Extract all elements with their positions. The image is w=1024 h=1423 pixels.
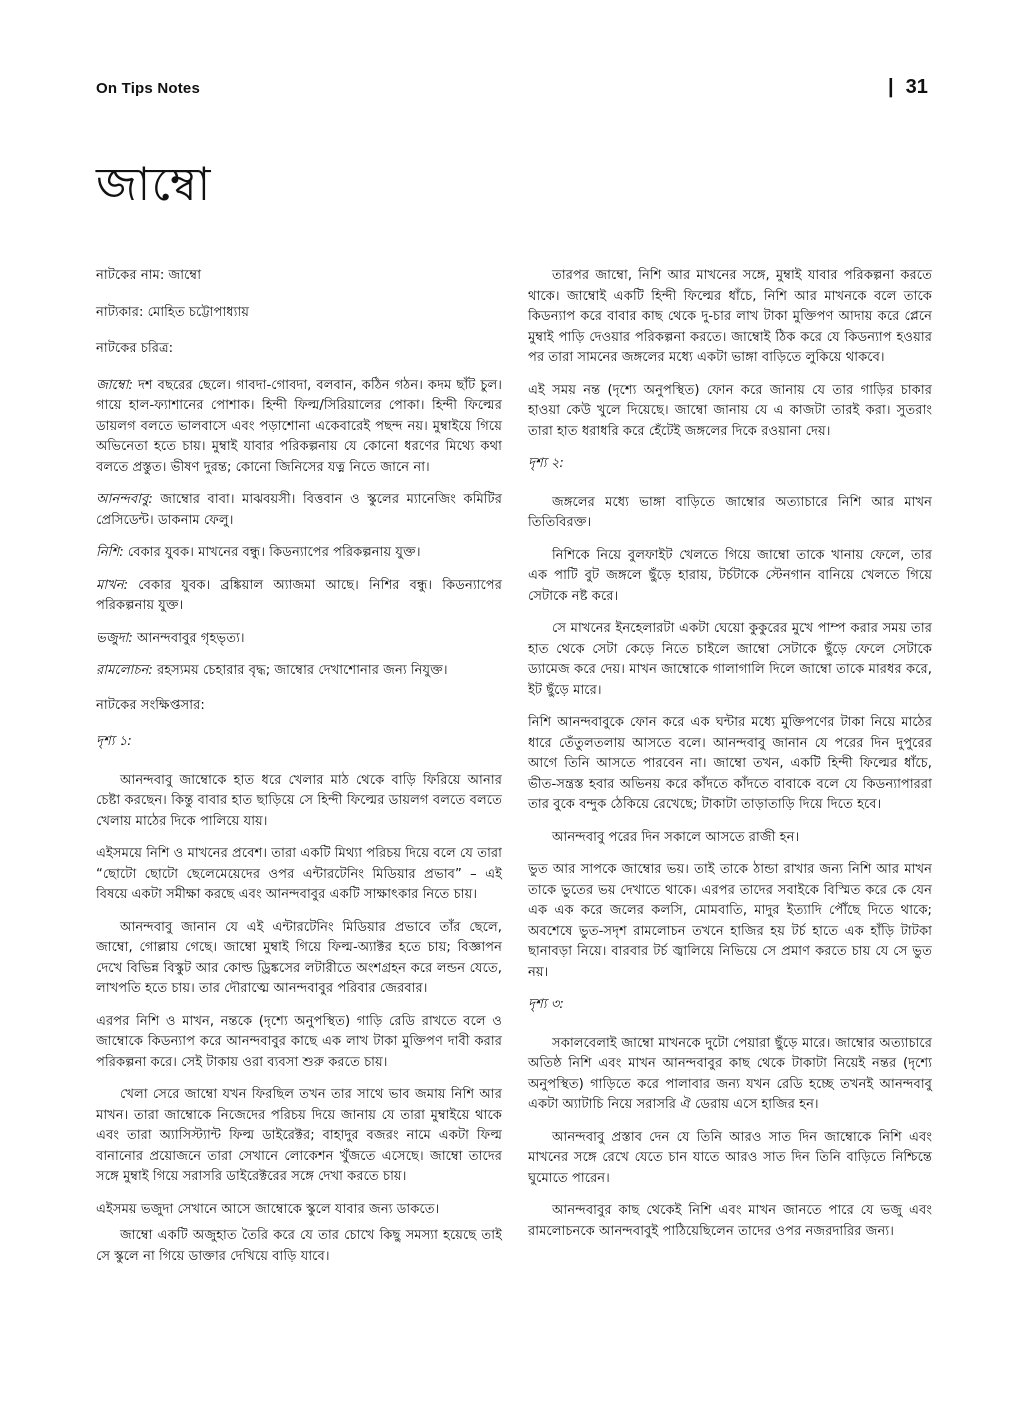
play-name: নাটকের নাম: জাম্বো <box>96 268 202 283</box>
page-title: জাম্বো <box>96 157 212 211</box>
character-name: আনন্দবাবু: <box>96 492 153 507</box>
paragraph: আনন্দবাবুর কাছ থেকেই নিশি এবং মাখন জানতে পারে যে ভজু এবং রামলোচনকে আনন্দবাবুই পাঠিয়েছিলেন তাদের ওপর নজরদারির জন্য। <box>528 1203 932 1239</box>
summary-heading: নাটকের সংক্ষিপ্তসার: <box>96 697 205 713</box>
paragraph: নিশিকে নিয়ে বুলফাইট খেলতে গিয়ে জাম্বো তাকে খানায় ফেলে, তার এক পাটি বুট জঙ্গলে ছুঁড়ে হারায়, টর্চটাকে স্টেনগান বানিয়ে খেলতে গিয়ে সেটাকে নষ্ট করে। <box>528 547 932 604</box>
scene-2-heading: দৃশ্য ২: <box>528 456 564 471</box>
character-entry <box>96 629 502 650</box>
character-entry <box>96 543 502 564</box>
character-desc: জাম্বোর বাবা। মাঝবয়সী। বিত্তবান ও স্কুলের ম্যানেজিং কমিটির প্রেসিডেন্ট। ডাকনাম ফেলু। <box>96 492 502 528</box>
paragraph: তারপর জাম্বো, নিশি আর মাখনের সঙ্গে, মুম্বাই যাবার পরিকল্পনা করতে থাকে। জাম্বোই একটি হিন্দী ফিল্মের ধাঁচে, নিশি আর মাখনকে বলে তাকে কিডন্যাপ করে বাবার কাছ থেকে দু-চার লাখ টাকা মুক্তিপণ আদায় করে প্লেনে মুম্বাই পাড়ি দেওয়ার পরিকল্পনা করতে। জাম্বোই ঠিক করে যে কিডন্যাপ হওয়ার পর তারা সামনের জঙ্গলের মধ্যে একটা ভাঙ্গা বাড়িতে লুকিয়ে থাকবে। <box>528 268 932 365</box>
running-header: On Tips Notes <box>96 80 201 97</box>
left-column <box>96 266 502 1279</box>
paragraph: এইসময় ভজুদা সেখানে আসে জাম্বোকে স্কুলে যাবার জন্য ডাকতে। <box>96 1201 440 1217</box>
character-name: ভজুদা: <box>96 630 133 646</box>
character-name: জাম্বো: <box>96 377 133 393</box>
character-name: নিশি: <box>96 545 124 560</box>
characters-heading: নাটকের চরিত্র: <box>96 341 174 356</box>
character-desc: রহস্যময় চেহারার বৃদ্ধ; জাম্বোর দেখাশোনার জন্য নিযুক্ত। <box>152 663 448 678</box>
right-column <box>528 266 932 1254</box>
character-desc: বেকার যুবক। মাখনের বন্ধু। কিডন্যাপের পরিকল্পনায় যুক্ত। <box>123 545 421 560</box>
paragraph: এই সময় নন্ত (দৃশ্যে অনুপস্থিত) ফোন করে জানায় যে তার গাড়ির চাকার হাওয়া কেউ খুলে দিয়েছে। জাম্বো জানায় যে এ কাজটা তারই করা। সুতরাং তারা হাত ধরাধরি করে হেঁটেই জঙ্গলের দিকে রওয়ানা দেয়। <box>528 382 932 439</box>
character-desc: বেকার যুবক। ব্রঙ্কিয়াল অ্যাজমা আছে। নিশির বন্ধু। কিডন্যাপের পরিকল্পনায় যুক্ত। <box>96 577 502 613</box>
paragraph: এরপর নিশি ও মাখন, নন্তকে (দৃশ্যে অনুপস্থিত) গাড়ি রেডি রাখতে বলে ও জাম্বোকে কিডন্যাপ করে আনন্দবাবুর কাছে এক লাখ টাকা মুক্তিপণ দাবী করার পরিকল্পনা করে। সেই টাকায় ওরা ব্যবসা শুরু করতে চায়। <box>96 1013 502 1070</box>
character-entry <box>96 376 502 479</box>
paragraph: আনন্দবাবু জানান যে এই এন্টারটেনিং মিডিয়ার প্রভাবে তাঁর ছেলে, জাম্বো, গোল্লায় গেছে। জাম্বো মুম্বাই গিয়ে ফিল্ম-অ্যাক্টর হতে চায়; বিজ্ঞাপন দেখে বিভিন্ন বিস্কুট আর কোল্ড ড্রিঙ্কসের লটারীতে অংশগ্রহন করে লন্ডন যেতে, লাখপতি হতে চায়। তার দৌরাত্মে আনন্দবাবুর পরিবার জেরবার। <box>96 919 502 996</box>
character-desc: আনন্দবাবুর গৃহভৃত্য। <box>132 630 245 646</box>
character-entry <box>96 576 502 617</box>
character-entry <box>96 661 502 682</box>
paragraph: ভুত আর সাপকে জাম্বোর ভয়। তাই তাকে ঠান্ডা রাখার জন্য নিশি আর মাখন তাকে ভুতের ভয় দেখাতে থাকে। এরপর তাদের সবাইকে বিস্মিত করে কে যেন এক এক করে জলের কলসি, মোমবাতি, মাদুর ইত্যাদি পৌঁছে দিতে থাকে; অবশেষে ভুত-সদৃশ রামলোচন তখনে হাজির হয় টর্চ হাতে এক হাঁড়ি টাটকা ছানাবড়া নিয়ে। বারবার টর্চ জ্বালিয়ে নিভিয়ে সে প্রমাণ করতে চায় যে সে ভুত নয়। <box>528 862 932 980</box>
paragraph: খেলা সেরে জাম্বো যখন ফিরছিল তখন তার সাথে ভাব জমায় নিশি আর মাখন। তারা জাম্বোকে নিজেদের পরিচয় দিয়ে জানায় যে তারা মুম্বাইয়ে থাকে এবং তারা অ্যাসিস্ট্যান্ট ফিল্ম ডাইরেক্টর; বাহাদুর বজরং নামে একটা ফিল্ম বানানোর প্রয়োজনে তারা সেখানে লোকেশন খুঁজতে এসেছে। জাম্বো তাদের সঙ্গে মুম্বাই গিয়ে সরাসরি ডাইরেক্টরের সঙ্গে দেখা করতে চায়। <box>96 1087 502 1184</box>
playwright: নাট্যকার: মোহিত চট্টোপাধ্যায় <box>96 304 250 320</box>
paragraph: সে মাখনের ইনহেলারটা একটা ঘেয়ো কুকুরের মুখে পাম্প করার সময় তার হাত থেকে সেটা কেড়ে নিতে চাইলে জাম্বো সেটাকে ছুঁড়ে ফেলে সেটাকে ড্যামেজ করে দেয়। মাখন জাম্বোকে গালাগালি দিলে জাম্বো তাকে মারধর করে, ইট ছুঁড়ে মারে। <box>528 621 932 698</box>
character-name: রামলোচন: <box>96 663 153 678</box>
character-name: মাখন: <box>96 577 129 593</box>
paragraph: এইসময়ে নিশি ও মাখনের প্রবেশ। তারা একটি মিথ্যা পরিচয় দিয়ে বলে যে তারা “ছোটো ছোটো ছেলেমেয়েদের ওপর এন্টারটেনিং মিডিয়ার প্রভাব” – এই বিষয়ে একটা সমীক্ষা করছে এবং আনন্দবাবুর একটি সাক্ষাৎকার নিতে চায়। <box>96 846 502 902</box>
character-entry <box>96 490 502 531</box>
header-separator: | <box>888 76 894 98</box>
paragraph: জাম্বো একটি অজুহাত তৈরি করে যে তার চোখে কিছু সমস্যা হয়েছে তাই সে স্কুলে না গিয়ে ডাক্তার দেখিয়ে বাড়ি যাবে। <box>96 1228 502 1264</box>
paragraph: জঙ্গলের মধ্যে ভাঙ্গা বাড়িতে জাম্বোর অত্যাচারে নিশি আর মাখন তিতিবিরক্ত। <box>528 494 932 530</box>
page-number-block <box>888 76 928 99</box>
page-number: 31 <box>905 76 928 98</box>
scene-1-heading: দৃশ্য ১: <box>96 734 132 749</box>
scene-3-heading: দৃশ্য ৩: <box>528 997 564 1012</box>
paragraph: আনন্দবাবু প্রস্তাব দেন যে তিনি আরও সাত দিন জাম্বোকে নিশি এবং মাখনের সঙ্গে রেখে যেতে চান যাতে আরও সাত দিন তিনি বাড়িতে নিশ্চিন্তে ঘুমোতে পারেন। <box>528 1129 932 1186</box>
paragraph: সকালবেলাই জাম্বো মাখনকে দুটো পেয়ারা ছুঁড়ে মারে। জাম্বোর অত্যাচারে অতিষ্ঠ নিশি এবং মাখন আনন্দবাবুর কাছ থেকে টাকাটা নিয়েই নন্তর (দৃশ্যে অনুপস্থিত) গাড়িতে করে পালাবার জন্য যখন রেডি হচ্ছে তখনই আনন্দবাবু একটা অ্যাটাচি নিয়ে সরাসরি ঐ ডেরায় এসে হাজির হন। <box>528 1035 932 1112</box>
paragraph: আনন্দবাবু পরের দিন সকালে আসতে রাজী হন। <box>552 829 800 845</box>
paragraph: নিশি আনন্দবাবুকে ফোন করে এক ঘন্টার মধ্যে মুক্তিপণের টাকা নিয়ে মাঠের ধারে তেঁতুলতলায় আসতে বলে। আনন্দবাবু জানান যে পরের দিন দুপুরের আগে তিনি আসতে পারবেন না। জাম্বো তখন, একটি হিন্দী ফিল্মের ধাঁচে, ভীত-সন্ত্রস্ত হবার অভিনয় করে কাঁদতে কাঁদতে বাবাকে বলে যে কিডন্যাপাররা তার বুকে বন্দুক ঠেকিয়ে রেখেছে; টাকাটা তাড়াতাড়ি দিয়ে দিতে হবে। <box>528 715 932 812</box>
paragraph: আনন্দবাবু জাম্বোকে হাত ধরে খেলার মাঠ থেকে বাড়ি ফিরিয়ে আনার চেষ্টা করছেন। কিন্তু বাবার হাত ছাড়িয়ে সে হিন্দী ফিল্মের ডায়লগ বলতে বলতে খেলায় মাঠের দিকে পালিয়ে যায়। <box>96 772 502 829</box>
character-desc: দশ বছরের ছেলে। গাবদা-গোবদা, বলবান, কঠিন গঠন। কদম ছাঁট চুল। গায়ে হাল-ফ্যাশানের পোশাক। হিন্দী ফিল্ম/সিরিয়ালের পোকা। হিন্দী ফিল্মের ডায়লগ বলতে ভালবাসে এবং পড়াশোনা একেবারেই পছন্দ নয়। মুম্বাইয়ে গিয়ে অভিনেতা হতে চায়। মুম্বাই যাবার পরিকল্পনায় যে কোনো ধরণের মিথ্যে কথা বলতে প্রস্তুত। ভীষণ দুরন্ত; কোনো জিনিসের যত্ন নিতে জানে না। <box>96 377 502 475</box>
